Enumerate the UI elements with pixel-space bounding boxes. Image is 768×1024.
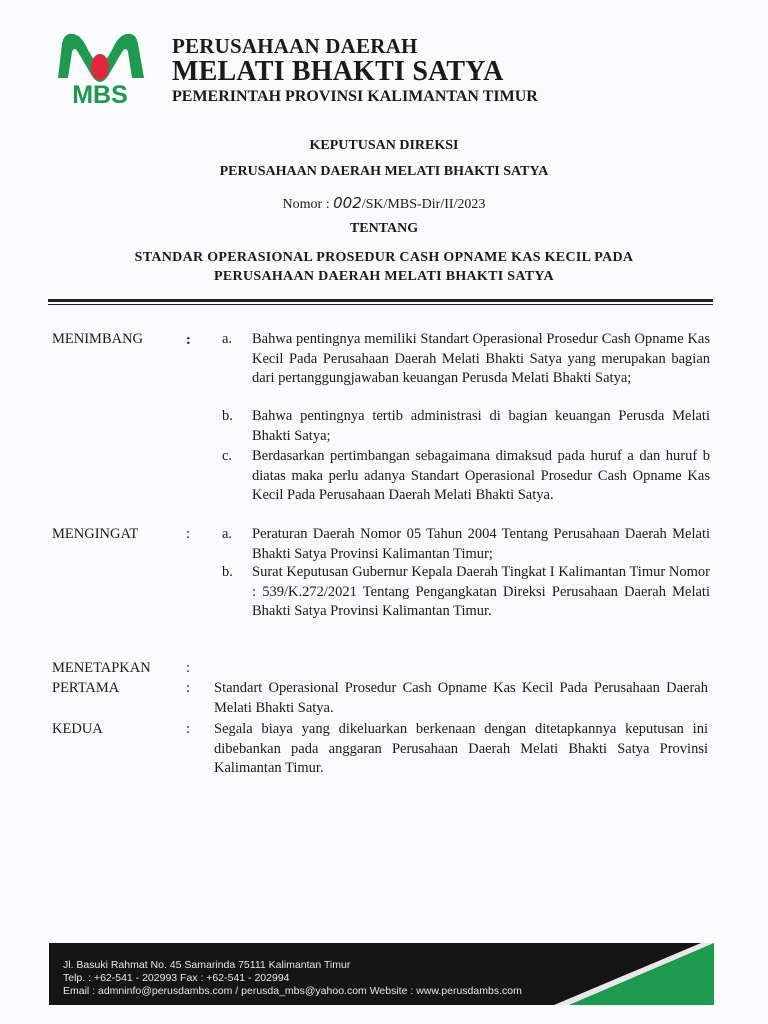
mengingat-a-letter: a.	[222, 526, 233, 542]
pertama-text: Standart Operasional Prosedur Cash Opname Kas Kecil Pada Perusahaan Daerah Melati Bhakti Satya.	[214, 680, 708, 716]
pertama-colon: :	[186, 680, 191, 696]
subject-line-1: STANDAR OPERASIONAL PROSEDUR CASH OPNAME KAS KECIL PADA	[134, 250, 634, 265]
mengingat-a-text: Peraturan Daerah Nomor 05 Tahun 2004 Tentang Perusahaan Daerah Melati Bhakti Satya Provinsi Kalimantan Timur;	[252, 526, 710, 562]
company-type: PERUSAHAAN DAERAH	[172, 34, 418, 58]
decree-number	[0, 194, 768, 213]
footer-address: Jl. Basuki Rahmat No. 45 Samarinda 75111 Kalimantan Timur	[63, 959, 351, 971]
decree-subject	[0, 248, 768, 286]
decree-issuer: PERUSAHAAN DAERAH MELATI BHAKTI SATYA	[219, 164, 549, 179]
nomor-label: Nomor :	[282, 197, 330, 212]
header-rule-thick	[48, 299, 713, 302]
menetapkan-label: MENETAPKAN	[52, 660, 151, 676]
logo-text: MBS	[72, 81, 128, 106]
subject-line-2: PERUSAHAAN DAERAH MELATI BHAKTI SATYA	[214, 269, 554, 284]
mengingat-colon: :	[186, 526, 191, 542]
kedua-text: Segala biaya yang dikeluarkan berkenaan dengan ditetapkannya keputusan ini dibebankan pada anggaran Perusahaan Daerah Melati Bhakti Satya Provinsi Kalimantan Timur.	[214, 721, 708, 776]
menimbang-colon: :	[186, 332, 191, 348]
letterhead-footer	[49, 943, 714, 1005]
decree-title: KEPUTUSAN DIREKSI	[309, 138, 459, 153]
menimbang-label: MENIMBANG	[52, 331, 144, 347]
mengingat-label: MENGINGAT	[52, 526, 139, 542]
about-heading: TENTANG	[349, 221, 419, 236]
menimbang-b-text: Bahwa pentingnya tertib administrasi di bagian keuangan Perusda Melati Bhakti Satya;	[252, 408, 710, 444]
kedua-colon: :	[186, 721, 191, 737]
kedua-label: KEDUA	[52, 721, 103, 737]
menimbang-a-text: Bahwa pentingnya memiliki Standart Operasional Prosedur Cash Opname Kas Kecil Pada Perusahaan Daerah Melati Bhakti Satya yang merupakan bagian dari pertanggungjawaban keuangan Perusda Melati Bhakti Satya;	[252, 331, 710, 386]
government-name: PEMERINTAH PROVINSI KALIMANTAN TIMUR	[172, 88, 538, 105]
mbs-logo	[52, 26, 152, 106]
menimbang-c-text: Berdasarkan pertimbangan sebagaimana dimaksud pada huruf a dan huruf b diatas maka perlu adanya Standart Operasional Prosedur Cash Opname Kas Kecil Pada Perusahaan Daerah Melati Bhakti Satya.	[252, 448, 710, 503]
menimbang-c-letter: c.	[222, 448, 233, 464]
menimbang-a-letter: a.	[222, 331, 233, 347]
header-rule-thin	[48, 304, 713, 305]
mengingat-b-letter: b.	[222, 564, 233, 580]
footer-phone: Telp. : +62-541 - 202993 Fax : +62-541 - 202994	[63, 972, 290, 984]
nomor-suffix: /SK/MBS-Dir/II/2023	[361, 197, 486, 212]
pertama-label: PERTAMA	[52, 680, 120, 696]
mengingat-b-text: Surat Keputusan Gubernur Kepala Daerah Tingkat I Kalimantan Timur Nomor : 539/K.272/2021 Tentang Pengangkatan Direksi Perusahaan Daerah Melati Bhakti Satya Provinsi Kalimantan Timur.	[252, 564, 710, 619]
nomor-handwritten: 002	[333, 194, 362, 212]
footer-contact: Email : admninfo@perusdambs.com / perusda_mbs@yahoo.com Website : www.perusdambs.com	[63, 985, 522, 997]
menimbang-b-letter: b.	[222, 408, 233, 424]
company-name: MELATI BHAKTI SATYA	[172, 56, 504, 87]
menetapkan-colon: :	[186, 660, 191, 676]
